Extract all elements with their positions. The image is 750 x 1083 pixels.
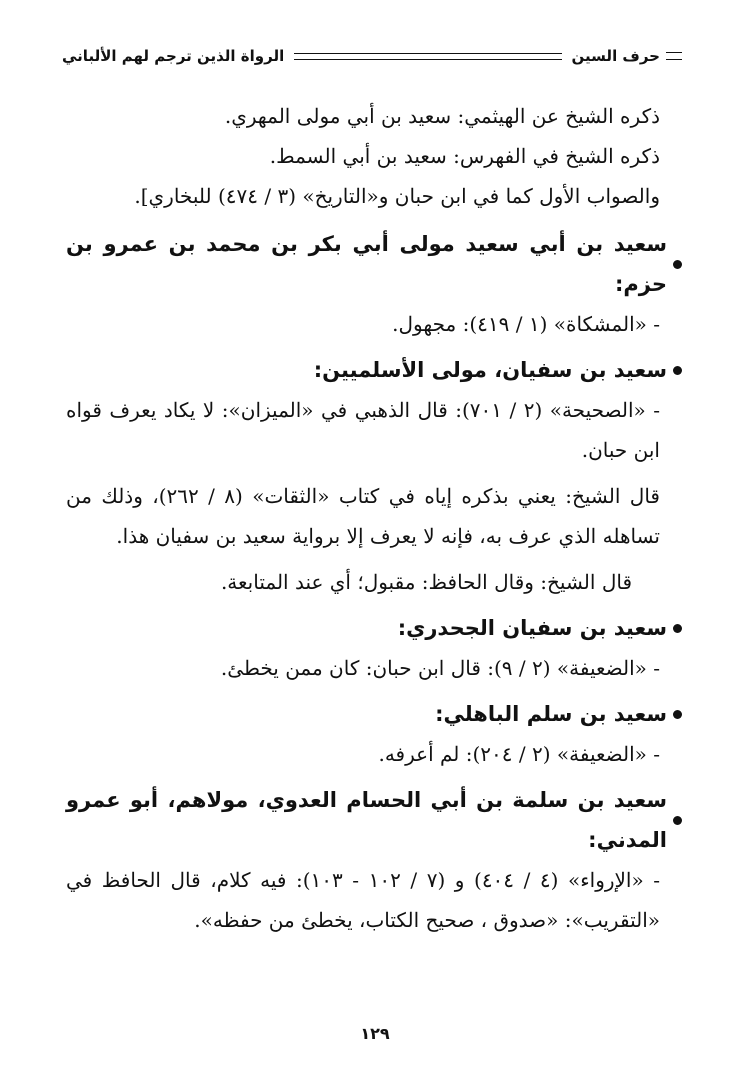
narrator-name: سعيد بن سفيان الجحدري: [397, 616, 667, 640]
entry-paragraph: - «الضعيفة» (٢ / ٩): قال ابن حبان: كان ممن يخطئ. [220, 656, 660, 680]
entry [66, 608, 682, 688]
header-ornament [666, 52, 682, 60]
page-number: ١٢٩ [360, 1024, 390, 1043]
entry-heading [66, 694, 682, 734]
entry-paragraph: قال الشيخ: وقال الحافظ: مقبول؛ أي عند المتابعة. [220, 570, 632, 594]
intro-block [66, 96, 682, 216]
entry-heading [66, 350, 682, 390]
bullet-icon [673, 624, 682, 633]
bullet-icon [673, 260, 682, 269]
entry-paragraph: - «الصحيحة» (٢ / ٧٠١): قال الذهبي في «الميزان»: لا يكاد يعرف قواه ابن حبان. [66, 398, 660, 462]
entry [66, 350, 682, 602]
narrator-name: سعيد بن سلم الباهلي: [435, 702, 667, 726]
chapter-title: حرف السين [571, 47, 660, 65]
entry-heading [66, 608, 682, 648]
entry-heading [66, 780, 682, 860]
entry [66, 694, 682, 774]
intro-line: ذكره الشيخ في الفهرس: سعيد بن أبي السمط. [269, 144, 660, 168]
narrator-name: سعيد بن سفيان، مولى الأسلميين: [313, 358, 667, 382]
narrator-name: سعيد بن أبي سعيد مولى أبي بكر بن محمد بن عمرو بن حزم: [66, 232, 667, 296]
entry-paragraph: - «المشكاة» (١ / ٤١٩): مجهول. [392, 312, 660, 336]
bullet-icon [673, 366, 682, 375]
bullet-icon [673, 816, 682, 825]
page-body [66, 96, 682, 946]
entry [66, 224, 682, 344]
entry-paragraph: - «الإرواء» (٤ / ٤٠٤) و (٧ / ١٠٢ - ١٠٣): فيه كلام، قال الحافظ في «التقريب»: «صدوق ، صحيح الكتاب، يخطئ من حفظه». [66, 868, 661, 932]
header-rule [294, 53, 561, 60]
entry-paragraph: - «الضعيفة» (٢ / ٢٠٤): لم أعرفه. [378, 742, 660, 766]
entry-heading [66, 224, 682, 304]
intro-line: ذكره الشيخ عن الهيثمي: سعيد بن أبي مولى المهري. [224, 104, 660, 128]
running-header [62, 44, 682, 68]
narrator-name: سعيد بن سلمة بن أبي الحسام العدوي، مولاهم، أبو عمرو المدني: [66, 788, 667, 852]
entry [66, 780, 682, 940]
entry-paragraph: قال الشيخ: يعني بذكره إياه في كتاب «الثقات» (٨ / ٢٦٢)، وذلك من تساهله الذي عرف به، فإنه لا يعرف إلا برواية سعيد بن سفيان هذا. [66, 484, 660, 548]
bullet-icon [673, 710, 682, 719]
book-title: الرواة الذين ترجم لهم الألباني [62, 47, 285, 65]
intro-line: والصواب الأول كما في ابن حبان و«التاريخ» (٣ / ٤٧٤) للبخاري]. [134, 184, 660, 208]
